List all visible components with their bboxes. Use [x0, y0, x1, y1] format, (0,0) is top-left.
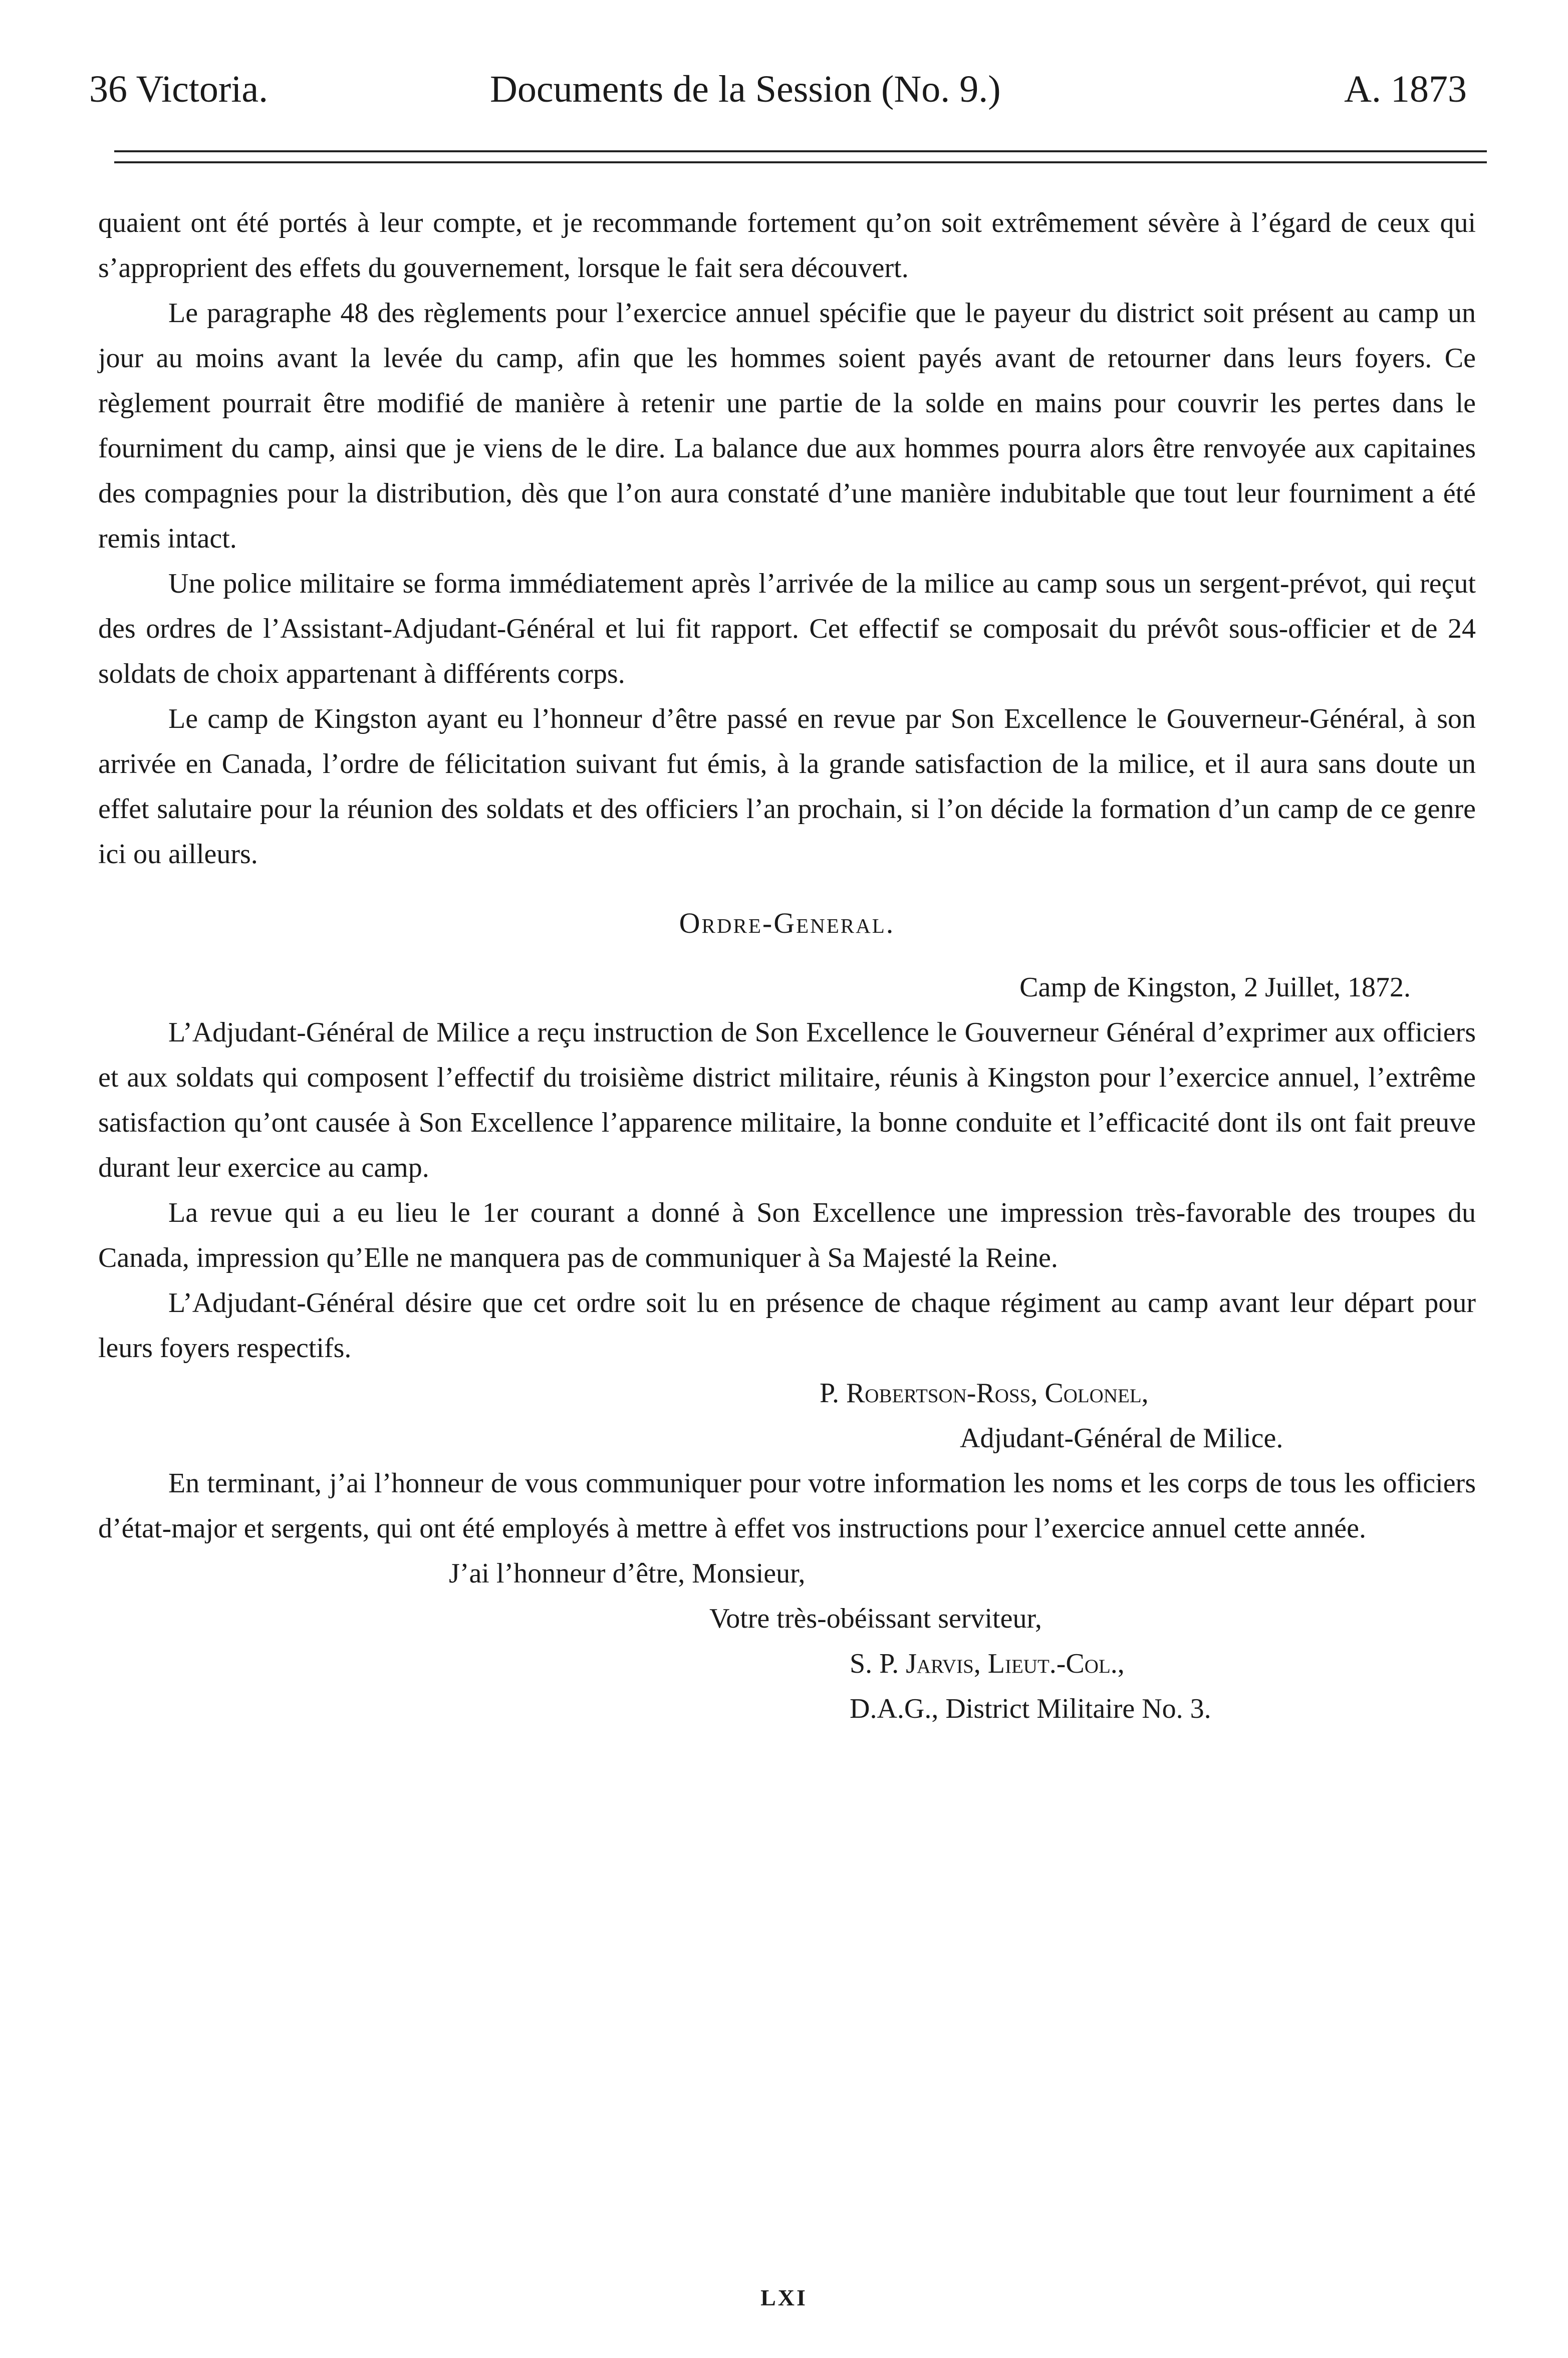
paragraph: Une police militaire se forma immédiatement après l’arrivée de la milice au camp sous un sergent-prévot, qui reçut des ordres de l’Assistant-Adjudant-Général et lui fit rapport. Cet effectif se composait du prévôt sous-officier et de 24 soldats de choix appartenant à différents corps.: [98, 568, 1476, 689]
order-signature-name: P. Robertson-Ross, Colonel,: [820, 1378, 1149, 1409]
order-paragraph: La revue qui a eu lieu le 1er courant a donné à Son Excellence une impression très-favorable des troupes du Canada, impression qu’Elle ne manquera pas de communiquer à Sa Majesté la Reine.: [98, 1197, 1476, 1273]
main-text: [98, 200, 1476, 1731]
header-session-title: Documents de la Session (No. 9.): [490, 68, 1001, 110]
paragraph: Le camp de Kingston ayant eu l’honneur d’être passé en revue par Son Excellence le Gouverneur-Général, à son arrivée en Canada, l’ordre de félicitation suivant fut émis, à la grande satisfaction de la milice, et il aura sans doute un effet salutaire pour la réunion des soldats et des officiers l’an prochain, si l’on décide la formation d’un camp de ce genre ici ou ailleurs.: [98, 703, 1476, 870]
header-year: A. 1873: [1344, 68, 1467, 110]
running-header: [89, 59, 1482, 119]
page-folio: LXI: [760, 2285, 808, 2310]
salutation: J’ai l’honneur d’être, Monsieur,: [449, 1558, 806, 1589]
paragraph: Le paragraphe 48 des règlements pour l’exercice annuel spécifie que le payeur du district soit présent au camp un jour au moins avant la levée du camp, afin que les hommes soient payés avant de retourner dans leurs foyers. Ce règlement pourrait être modifié de manière à retenir une partie de la solde en mains pour couvrir les pertes dans le fourniment du camp, ainsi que je viens de le dire. La balance due aux hommes pourra alors être renvoyée aux capitaines des compagnies pour la distribution, dès que l’on aura constaté d’une manière indubitable que tout leur fourniment a été remis intact.: [98, 298, 1476, 554]
signature-title: D.A.G., District Militaire No. 3.: [850, 1693, 1211, 1724]
header-rule-bottom: [114, 161, 1487, 163]
header-rule-top: [114, 150, 1487, 152]
order-title: Ordre-General.: [679, 907, 895, 939]
header-volume: 36 Victoria.: [89, 68, 269, 110]
closing-paragraph: En terminant, j’ai l’honneur de vous communiquer pour votre information les noms et les corps de tous les officiers d’état-major et sergents, qui ont été employés à mettre à effet vos instructions pour l’exercice annuel cette année.: [98, 1468, 1476, 1544]
signature-name: S. P. Jarvis, Lieut.-Col.,: [850, 1648, 1125, 1679]
signature-closing: Votre très-obéissant serviteur,: [709, 1603, 1042, 1634]
order-paragraph: L’Adjudant-Général désire que cet ordre soit lu en présence de chaque régiment au camp avant leur départ pour leurs foyers respectifs.: [98, 1287, 1476, 1364]
paragraph: quaient ont été portés à leur compte, et je recommande fortement qu’on soit extrêmement sévère à l’égard de ceux qui s’approprient des effets du gouvernement, lorsque le fait sera découvert.: [98, 207, 1476, 284]
order-paragraph: L’Adjudant-Général de Milice a reçu instruction de Son Excellence le Gouverneur Général d’exprimer aux officiers et aux soldats qui composent l’effectif du troisième district militaire, réunis à Kingston pour l’exercice annuel, l’extrême satisfaction qu’ont causée à Son Excellence l’apparence militaire, la bonne conduite et l’efficacité dont ils ont fait preuve durant leur exercice au camp.: [98, 1017, 1476, 1183]
order-date: Camp de Kingston, 2 Juillet, 1872.: [1019, 972, 1411, 1003]
order-signature-title: Adjudant-Général de Milice.: [960, 1423, 1283, 1454]
